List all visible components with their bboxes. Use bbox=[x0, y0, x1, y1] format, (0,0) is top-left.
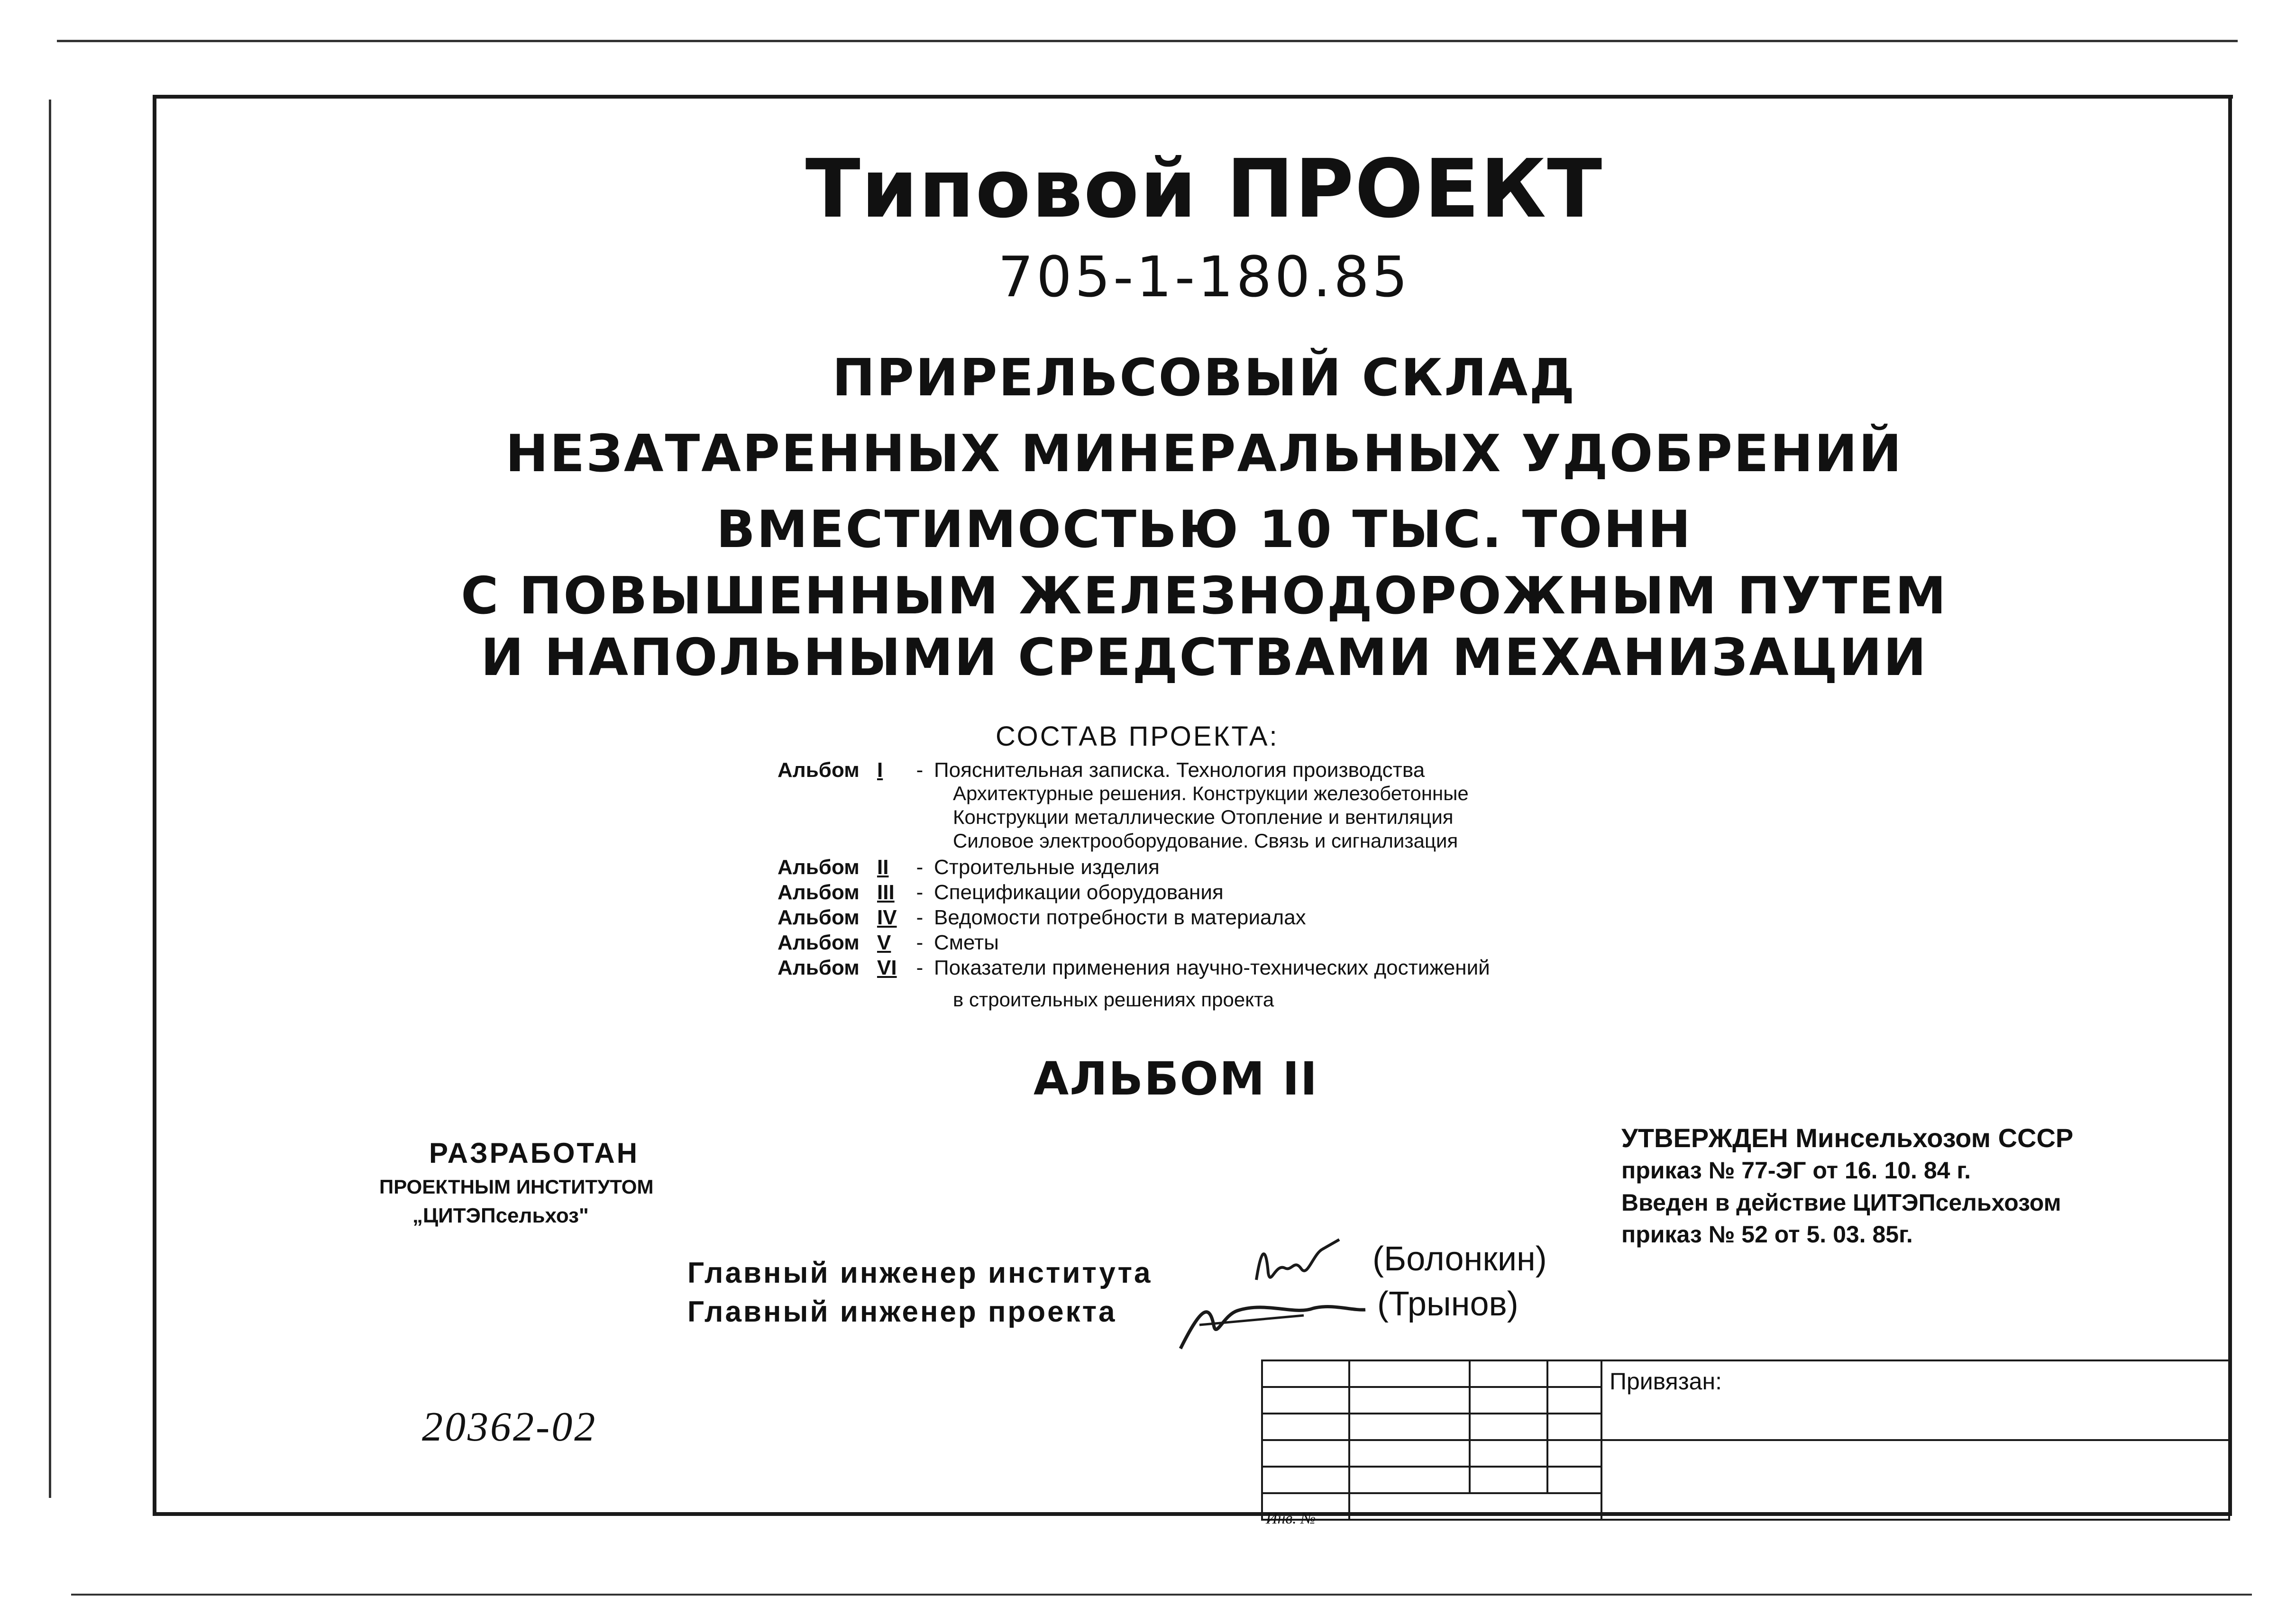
album-entry bbox=[778, 856, 1160, 879]
signature-role: Главный инженер института bbox=[687, 1257, 1153, 1289]
developer-institute-name: „ЦИТЭПсельхоз" bbox=[412, 1204, 589, 1227]
stamp-cell bbox=[1547, 1467, 1601, 1493]
stamp-cell bbox=[1470, 1360, 1547, 1387]
album-dash: - bbox=[916, 881, 924, 904]
album-number: I bbox=[877, 758, 883, 782]
album-dash: - bbox=[916, 758, 924, 782]
top-edge-line bbox=[57, 40, 2238, 42]
current-album: АЛЬБОМ II bbox=[1034, 1052, 1318, 1105]
stamp-cell bbox=[1349, 1414, 1470, 1440]
developer-heading: РАЗРАБОТАН bbox=[429, 1137, 640, 1169]
album-label: Альбом bbox=[778, 758, 860, 782]
album-description: Сметы bbox=[934, 931, 999, 954]
stamp-cell bbox=[1470, 1414, 1547, 1440]
document-number: 20362-02 bbox=[422, 1404, 597, 1450]
frame-left bbox=[153, 95, 156, 1516]
approval-order: приказ № 52 от 5. 03. 85г. bbox=[1621, 1221, 1913, 1248]
project-name-line: С ПОВЫШЕННЫМ ЖЕЛЕЗНОДОРОЖНЫМ ПУТЕМ bbox=[461, 566, 1948, 626]
album-dash: - bbox=[916, 856, 924, 879]
album-description: Строительные изделия bbox=[934, 856, 1160, 879]
approval-line: Введен в действие ЦИТЭПсельхозом bbox=[1621, 1189, 2061, 1216]
project-name-line: И НАПОЛЬНЫМИ СРЕДСТВАМИ МЕХАНИЗАЦИИ bbox=[481, 628, 1928, 687]
album-description: Спецификации оборудования bbox=[934, 881, 1224, 904]
album-number: III bbox=[877, 881, 895, 904]
signature-name: (Трынов) bbox=[1377, 1285, 1518, 1323]
frame-top bbox=[156, 95, 2233, 99]
album-label: Альбом bbox=[778, 956, 860, 979]
stamp-cell bbox=[1349, 1387, 1470, 1414]
developer-institute-line: ПРОЕКТНЫМ ИНСТИТУТОМ bbox=[379, 1176, 654, 1198]
stamp-cell bbox=[1349, 1493, 1601, 1520]
album-description: Конструкции металлические Отопление и вентиляция bbox=[953, 806, 1454, 828]
album-label: Альбом bbox=[778, 931, 860, 954]
signature-role: Главный инженер проекта bbox=[687, 1296, 1117, 1328]
album-entry bbox=[778, 906, 1306, 930]
stamp-cell bbox=[1547, 1387, 1601, 1414]
album-number: II bbox=[877, 856, 889, 879]
stamp-cell bbox=[1547, 1414, 1601, 1440]
contents-heading: СОСТАВ ПРОЕКТА: bbox=[996, 721, 1279, 752]
album-description: Силовое электрооборудование. Связь и сигнализация bbox=[953, 830, 1458, 852]
album-description: Ведомости потребности в материалах bbox=[934, 906, 1306, 929]
document-title: Типовой ПРОЕКТ bbox=[805, 142, 1603, 236]
album-label: Альбом bbox=[778, 906, 860, 929]
stamp-cell bbox=[1470, 1467, 1547, 1493]
album-dash: - bbox=[916, 956, 924, 979]
bottom-edge-line bbox=[71, 1594, 2252, 1596]
stamp-cell bbox=[1349, 1360, 1470, 1387]
album-description: в строительных решениях проекта bbox=[953, 988, 1274, 1011]
stamp-cell bbox=[1547, 1440, 1601, 1467]
album-entry bbox=[778, 931, 999, 955]
album-entry bbox=[778, 881, 1224, 904]
signature-name: (Болонкин) bbox=[1372, 1240, 1547, 1278]
stamp-table bbox=[1261, 1359, 2230, 1521]
album-description: Показатели применения научно-технических достижений bbox=[934, 956, 1490, 979]
album-dash: - bbox=[916, 906, 924, 929]
album-label: Альбом bbox=[778, 881, 860, 904]
stamp-cell bbox=[1262, 1360, 1349, 1387]
album-number: IV bbox=[877, 906, 897, 929]
stamp-cell bbox=[1262, 1467, 1349, 1493]
stamp-inventory-label: Инв. № bbox=[1266, 1510, 1316, 1527]
project-name-line: ВМЕСТИМОСТЬЮ 10 ТЫС. ТОНН bbox=[716, 500, 1692, 559]
album-entry bbox=[778, 956, 1490, 980]
stamp-cell bbox=[1470, 1440, 1547, 1467]
stamp-cell bbox=[1601, 1440, 2229, 1520]
stamp-cell bbox=[1262, 1414, 1349, 1440]
stamp-cell bbox=[1262, 1440, 1349, 1467]
stamp-cell bbox=[1349, 1467, 1470, 1493]
album-number: V bbox=[877, 931, 891, 954]
stamp-cell bbox=[1262, 1387, 1349, 1414]
project-code: 705-1-180.85 bbox=[997, 244, 1411, 310]
left-edge-line bbox=[49, 100, 51, 1498]
stamp-cell bbox=[1349, 1440, 1470, 1467]
stamp-cell bbox=[1547, 1360, 1601, 1387]
project-name-line: ПРИРЕЛЬСОВЫЙ СКЛАД bbox=[832, 348, 1576, 408]
project-name-line: НЕЗАТАРЕННЫХ МИНЕРАЛЬНЫХ УДОБРЕНИЙ bbox=[505, 424, 1903, 484]
album-description: Пояснительная записка. Технология производства bbox=[934, 758, 1425, 782]
approval-order: приказ № 77-ЭГ от 16. 10. 84 г. bbox=[1621, 1157, 1971, 1184]
album-description: Архитектурные решения. Конструкции железобетонные bbox=[953, 782, 1469, 804]
album-dash: - bbox=[916, 931, 924, 954]
signature-mark bbox=[1171, 1282, 1370, 1358]
approval-line: УТВЕРЖДЕН Минсельхозом СССР bbox=[1621, 1123, 2074, 1153]
album-entry bbox=[778, 758, 1425, 782]
stamp-tied-label: Привязан: bbox=[1610, 1368, 1722, 1395]
album-number: VI bbox=[877, 956, 897, 979]
album-label: Альбом bbox=[778, 856, 860, 879]
stamp-cell bbox=[1470, 1387, 1547, 1414]
